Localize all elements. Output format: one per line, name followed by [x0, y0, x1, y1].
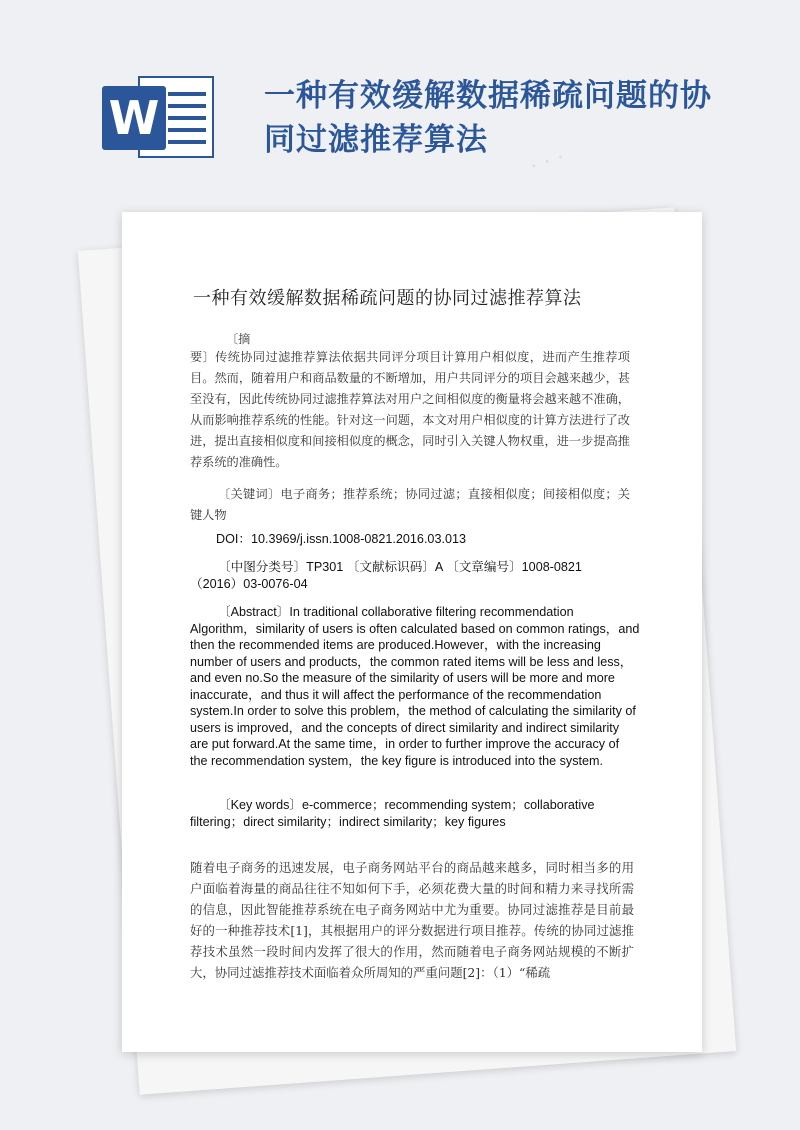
keywords-cn: 〔关键词〕电子商务；推荐系统；协同过滤；直接相似度；间接相似度；关键人物	[190, 487, 630, 522]
classification-line: 〔中图分类号〕TP301 〔文献标识码〕A 〔文章编号〕1008-0821（2016）03-0076-04	[190, 560, 582, 591]
keywords-en: 〔Key words〕e-commerce；recommending system；collaborative filtering；direct similarity；indirect similarity；key figures	[190, 798, 595, 829]
watermark: · · ·	[526, 145, 568, 180]
document-title: 一种有效缓解数据稀疏问题的协同过滤推荐算法	[193, 288, 582, 309]
body-paragraph: 随着电子商务的迅速发展，电子商务网站平台的商品越来越多，同时相当多的用户面临着海量的商品往往不知如何下手，必须花费大量的时间和精力来寻找所需的信息，因此智能推荐系统在电子商务网站中尤为重要。协同过滤推荐是目前最好的一种推荐技术[1]，其根据用户的评分数据进行项目推荐。传统的协同过滤推荐技术虽然一段时间内发挥了很大的作用，然而随着电子商务网站规模的不断扩大，协同过滤推荐技术面临着众所周知的严重问题[2]：（1）“稀疏	[190, 860, 634, 980]
word-letter-badge: W	[102, 86, 166, 150]
abstract-label: 〔摘	[226, 332, 251, 346]
page-title: 一种有效缓解数据稀疏问题的协同过滤推荐算法	[264, 78, 712, 158]
abstract-en: 〔Abstract〕In traditional collaborative filtering recommendation Algorithm，similarity of users is often calculated based on common ratings，and then the recommended items are produced.However，with the increasing number of users and products，the common rated items will be less and less，and even no.So the measure of the similarity of users will be more and more inaccurate，and thus it will affect the performance of the recommendation system.In order to solve this problem，the method of calculating the similarity of users is improved，and the concepts of direct similarity and indirect similarity are put forward.At the same time，in order to further improve the accuracy of the recommendation system，the key figure is introduced into the system.	[190, 605, 640, 768]
abstract-cn: 要〕传统协同过滤推荐算法依据共同评分项目计算用户相似度，进而产生推荐项目。然而，随着用户和商品数量的不断增加，用户共同评分的项目会越来越少，甚至没有，因此传统协同过滤推荐算法对用户之间相似度的衡量将会越来越不准确，从而影响推荐系统的性能。针对这一问题，本文对用户相似度的计算方法进行了改进，提出直接相似度和间接相似度的概念，同时引入关键人物权重，进一步提高推荐系统的准确性。	[190, 350, 630, 469]
doi-line: DOI：10.3969/j.issn.1008-0821.2016.03.013	[216, 532, 466, 546]
word-document-icon	[102, 74, 214, 160]
